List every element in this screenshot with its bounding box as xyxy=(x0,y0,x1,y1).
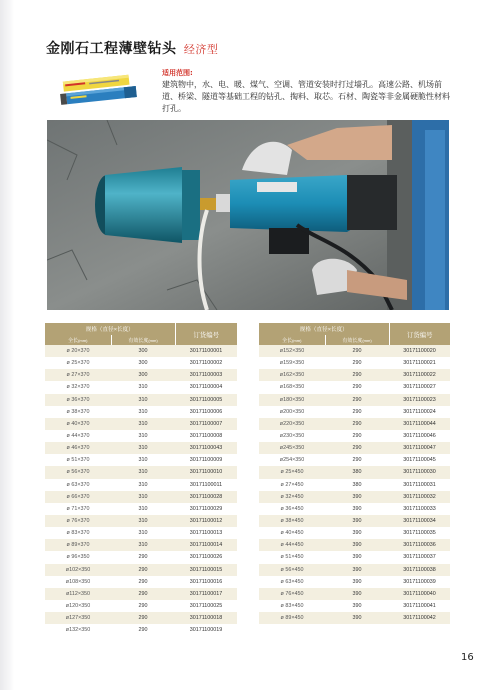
table-row xyxy=(45,539,237,551)
order-code-cell: 30171100008 xyxy=(175,430,237,442)
length-cell: 310 xyxy=(111,406,175,418)
spec-cell: ø 44×450 xyxy=(259,539,325,551)
spec-cell: ø 27×370 xyxy=(45,369,111,381)
spec-cell: ø254×350 xyxy=(259,454,325,466)
table-row xyxy=(259,551,450,563)
order-code-cell: 30171100011 xyxy=(175,479,237,491)
order-code-cell: 30171100039 xyxy=(389,576,450,588)
length-cell: 390 xyxy=(325,588,389,600)
order-code-cell: 30171100002 xyxy=(175,357,237,369)
table-row xyxy=(259,564,450,576)
length-cell: 390 xyxy=(325,527,389,539)
spec-cell: ø120×350 xyxy=(45,600,111,612)
table-row xyxy=(259,381,450,393)
table-row xyxy=(45,576,237,588)
order-code-cell: 30171100040 xyxy=(389,588,450,600)
length-cell: 390 xyxy=(325,515,389,527)
order-code-cell: 30171100025 xyxy=(175,600,237,612)
spec-cell: ø 25×450 xyxy=(259,466,325,478)
length-cell: 310 xyxy=(111,466,175,478)
table-row xyxy=(259,588,450,600)
spec-cell: ø 20×370 xyxy=(45,345,111,357)
full-length-header: 全长(mm) xyxy=(45,335,111,345)
spec-header: 规格（直径×长度） xyxy=(45,323,175,335)
table-row xyxy=(259,418,450,430)
order-code-cell: 30171100017 xyxy=(175,588,237,600)
order-code-cell: 30171100023 xyxy=(389,394,450,406)
spec-cell: ø200×350 xyxy=(259,406,325,418)
table-row xyxy=(259,406,450,418)
title-main: 金刚石工程薄壁钻头 xyxy=(46,41,177,57)
order-code-cell: 30171100033 xyxy=(389,503,450,515)
order-code-cell: 30171100047 xyxy=(389,442,450,454)
length-cell: 290 xyxy=(325,345,389,357)
length-cell: 310 xyxy=(111,430,175,442)
order-code-cell: 30171100005 xyxy=(175,394,237,406)
length-cell: 380 xyxy=(325,479,389,491)
length-cell: 310 xyxy=(111,503,175,515)
spec-cell: ø 38×450 xyxy=(259,515,325,527)
table-row xyxy=(45,515,237,527)
order-code-cell: 30171100013 xyxy=(175,527,237,539)
length-cell: 390 xyxy=(325,600,389,612)
length-cell: 290 xyxy=(111,564,175,576)
spec-cell: ø 40×370 xyxy=(45,418,111,430)
spec-cell: ø 56×370 xyxy=(45,466,111,478)
spec-cell: ø 63×450 xyxy=(259,576,325,588)
table-row xyxy=(259,612,450,624)
table-row xyxy=(259,576,450,588)
order-code-cell: 30171100019 xyxy=(175,624,237,636)
length-cell: 310 xyxy=(111,527,175,539)
table-row xyxy=(45,430,237,442)
spec-cell: ø 89×450 xyxy=(259,612,325,624)
length-cell: 290 xyxy=(111,588,175,600)
order-code-cell: 30171100027 xyxy=(389,381,450,393)
spec-cell: ø 40×450 xyxy=(259,527,325,539)
table-row xyxy=(45,612,237,624)
spec-cell: ø 51×450 xyxy=(259,551,325,563)
table-row xyxy=(45,491,237,503)
drilling-photo xyxy=(47,120,449,310)
order-code-cell: 30171100041 xyxy=(389,600,450,612)
spec-cell: ø245×350 xyxy=(259,442,325,454)
spec-cell: ø 38×370 xyxy=(45,406,111,418)
order-code-cell: 30171100038 xyxy=(389,564,450,576)
length-cell: 290 xyxy=(111,612,175,624)
order-code-cell: 30171100035 xyxy=(389,527,450,539)
application-label: 适用范围: xyxy=(162,69,193,77)
order-code-cell: 30171100024 xyxy=(389,406,450,418)
order-code-cell: 30171100026 xyxy=(175,551,237,563)
spec-cell: ø 96×350 xyxy=(45,551,111,563)
order-code-cell: 30171100031 xyxy=(389,479,450,491)
table-row xyxy=(259,394,450,406)
table-row xyxy=(259,600,450,612)
length-cell: 310 xyxy=(111,381,175,393)
length-cell: 290 xyxy=(325,394,389,406)
length-cell: 290 xyxy=(111,600,175,612)
table-row xyxy=(259,357,450,369)
spec-cell: ø 76×370 xyxy=(45,515,111,527)
length-cell: 390 xyxy=(325,564,389,576)
order-code-cell: 30171100036 xyxy=(389,539,450,551)
table-row xyxy=(45,394,237,406)
order-code-cell: 30171100018 xyxy=(175,612,237,624)
spec-cell: ø 51×370 xyxy=(45,454,111,466)
length-cell: 290 xyxy=(111,624,175,636)
order-code-cell: 30171100044 xyxy=(389,418,450,430)
length-cell: 290 xyxy=(111,551,175,563)
spec-cell: ø 76×450 xyxy=(259,588,325,600)
spec-header: 规格（直径×长度） xyxy=(259,323,389,335)
spec-cell: ø 44×370 xyxy=(45,430,111,442)
order-code-cell: 30171100003 xyxy=(175,369,237,381)
table-row xyxy=(45,600,237,612)
length-cell: 390 xyxy=(325,491,389,503)
length-cell: 310 xyxy=(111,491,175,503)
table-row xyxy=(45,479,237,491)
table-row xyxy=(259,491,450,503)
order-code-cell: 30171100029 xyxy=(175,503,237,515)
order-code-cell: 30171100001 xyxy=(175,345,237,357)
full-length-header: 全长(mm) xyxy=(259,335,325,345)
length-cell: 290 xyxy=(111,576,175,588)
spec-cell: ø 25×370 xyxy=(45,357,111,369)
spec-cell: ø 46×370 xyxy=(45,442,111,454)
table-row xyxy=(45,418,237,430)
table-row xyxy=(259,503,450,515)
table-row xyxy=(259,442,450,454)
spec-cell: ø230×350 xyxy=(259,430,325,442)
spec-cell: ø132×350 xyxy=(45,624,111,636)
spec-cell: ø112×350 xyxy=(45,588,111,600)
table-row xyxy=(45,381,237,393)
length-cell: 390 xyxy=(325,503,389,515)
table-row xyxy=(259,430,450,442)
order-code-cell: 30171100032 xyxy=(389,491,450,503)
spec-cell: ø 83×450 xyxy=(259,600,325,612)
spec-cell: ø 36×450 xyxy=(259,503,325,515)
length-cell: 310 xyxy=(111,539,175,551)
length-cell: 300 xyxy=(111,357,175,369)
order-code-cell: 30171100022 xyxy=(389,369,450,381)
table-row xyxy=(45,503,237,515)
table-row xyxy=(45,624,237,636)
table-row xyxy=(259,479,450,491)
table-row xyxy=(259,515,450,527)
spec-cell: ø 56×450 xyxy=(259,564,325,576)
spec-cell: ø 83×370 xyxy=(45,527,111,539)
spec-cell: ø127×350 xyxy=(45,612,111,624)
spec-cell: ø 27×450 xyxy=(259,479,325,491)
effective-length-header: 有效长度(mm) xyxy=(111,335,175,345)
length-cell: 380 xyxy=(325,466,389,478)
page-title xyxy=(46,38,218,58)
length-cell: 390 xyxy=(325,539,389,551)
order-code-cell: 30171100010 xyxy=(175,466,237,478)
table-row xyxy=(259,345,450,357)
length-cell: 290 xyxy=(325,454,389,466)
spec-cell: ø 89×370 xyxy=(45,539,111,551)
spec-cell: ø 63×370 xyxy=(45,479,111,491)
table-row xyxy=(45,527,237,539)
table-row xyxy=(45,551,237,563)
table-row xyxy=(45,466,237,478)
length-cell: 290 xyxy=(325,406,389,418)
length-cell: 290 xyxy=(325,442,389,454)
application-description: 建筑物中，水、电、暖、煤气、空调、管道安装时打过墙孔。高速公路、机场前道、桥梁、隧道等基础工程的钻孔、掏料、取芯。石材、陶瓷等非金属硬脆性材料打孔。 xyxy=(162,80,450,113)
length-cell: 310 xyxy=(111,394,175,406)
spec-cell: ø152×350 xyxy=(259,345,325,357)
spec-cell: ø 66×370 xyxy=(45,491,111,503)
length-cell: 310 xyxy=(111,454,175,466)
length-cell: 290 xyxy=(325,430,389,442)
spec-cell: ø 71×370 xyxy=(45,503,111,515)
length-cell: 300 xyxy=(111,369,175,381)
spec-cell: ø102×350 xyxy=(45,564,111,576)
table-row xyxy=(45,357,237,369)
order-code-cell: 30171100016 xyxy=(175,576,237,588)
table-row xyxy=(259,527,450,539)
table-row xyxy=(45,588,237,600)
order-code-cell: 30171100020 xyxy=(389,345,450,357)
table-row xyxy=(259,539,450,551)
table-row xyxy=(259,454,450,466)
spec-cell: ø 36×370 xyxy=(45,394,111,406)
length-cell: 300 xyxy=(111,345,175,357)
order-code-cell: 30171100030 xyxy=(389,466,450,478)
length-cell: 390 xyxy=(325,551,389,563)
spec-cell: ø220×350 xyxy=(259,418,325,430)
spec-cell: ø 32×450 xyxy=(259,491,325,503)
order-code-cell: 30171100009 xyxy=(175,454,237,466)
length-cell: 310 xyxy=(111,418,175,430)
effective-length-header: 有效长度(mm) xyxy=(325,335,389,345)
table-row xyxy=(45,564,237,576)
length-cell: 310 xyxy=(111,515,175,527)
table-row xyxy=(45,442,237,454)
length-cell: 310 xyxy=(111,442,175,454)
order-code-cell: 30171100021 xyxy=(389,357,450,369)
length-cell: 290 xyxy=(325,418,389,430)
order-code-cell: 30171100004 xyxy=(175,381,237,393)
order-code-cell: 30171100034 xyxy=(389,515,450,527)
table-row xyxy=(45,345,237,357)
order-code-cell: 30171100028 xyxy=(175,491,237,503)
order-code-cell: 30171100014 xyxy=(175,539,237,551)
order-code-cell: 30171100045 xyxy=(389,454,450,466)
order-code-cell: 30171100043 xyxy=(175,442,237,454)
table-row xyxy=(259,466,450,478)
spec-cell: ø 32×370 xyxy=(45,381,111,393)
length-cell: 390 xyxy=(325,612,389,624)
spec-table-right xyxy=(259,323,450,624)
table-row xyxy=(45,369,237,381)
order-code-cell: 30171100012 xyxy=(175,515,237,527)
core-bit-product-image xyxy=(56,68,140,114)
length-cell: 290 xyxy=(325,357,389,369)
table-row xyxy=(45,454,237,466)
page-edge-shadow xyxy=(0,0,14,690)
length-cell: 290 xyxy=(325,381,389,393)
spec-cell: ø159×350 xyxy=(259,357,325,369)
length-cell: 310 xyxy=(111,479,175,491)
order-code-cell: 30171100042 xyxy=(389,612,450,624)
order-code-cell: 30171100006 xyxy=(175,406,237,418)
order-code-cell: 30171100037 xyxy=(389,551,450,563)
spec-cell: ø180×350 xyxy=(259,394,325,406)
length-cell: 290 xyxy=(325,369,389,381)
spec-table-left xyxy=(45,323,237,636)
order-code-cell: 30171100046 xyxy=(389,430,450,442)
table-row xyxy=(45,406,237,418)
order-code-cell: 30171100007 xyxy=(175,418,237,430)
spec-cell: ø162×350 xyxy=(259,369,325,381)
page-number: 16 xyxy=(461,652,474,663)
spec-cell: ø108×350 xyxy=(45,576,111,588)
order-code-header: 订货编号 xyxy=(175,323,237,345)
order-code-header: 订货编号 xyxy=(389,323,450,345)
table-row xyxy=(259,369,450,381)
spec-cell: ø168×350 xyxy=(259,381,325,393)
order-code-cell: 30171100015 xyxy=(175,564,237,576)
title-sub: 经济型 xyxy=(183,43,219,56)
length-cell: 390 xyxy=(325,576,389,588)
